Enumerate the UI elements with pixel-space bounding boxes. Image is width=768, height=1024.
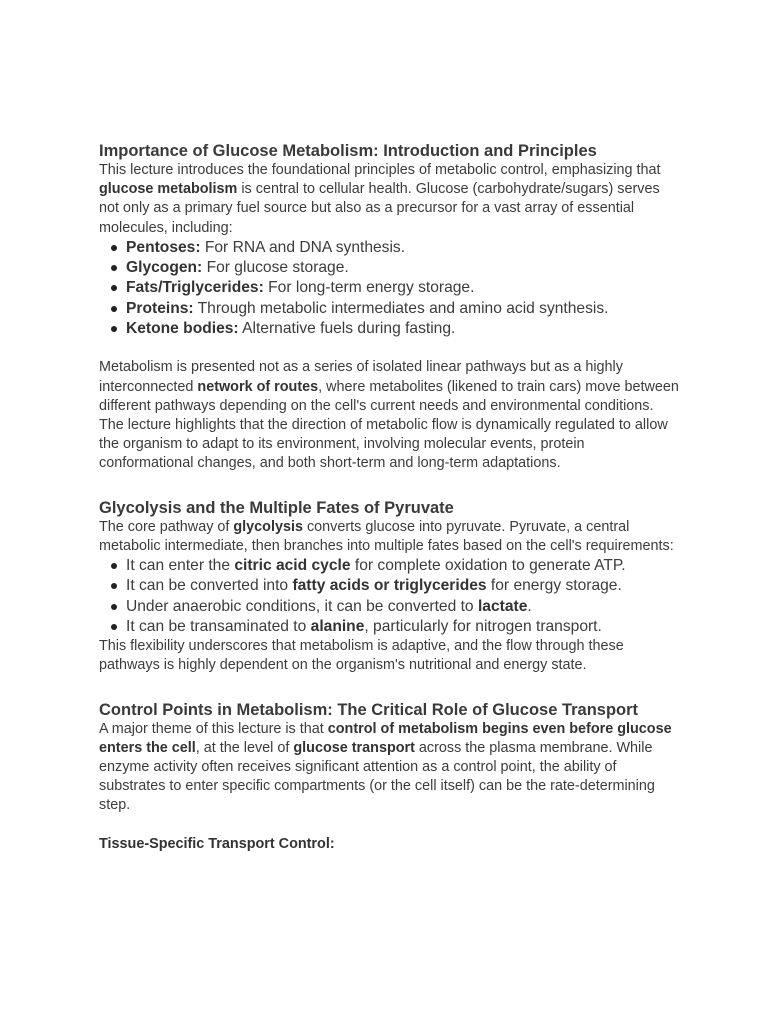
network-paragraph (99, 358, 679, 473)
spacer (99, 474, 679, 498)
glycolysis-paragraph (99, 518, 679, 556)
item-text: for energy storage. (486, 577, 622, 595)
item-text: For glucose storage. (202, 259, 349, 277)
list-item (126, 299, 679, 319)
spacer (99, 816, 679, 835)
list-item (126, 576, 679, 596)
pyruvate-fates-list (99, 556, 679, 637)
bold-term: Tissue-Specific Transport Control: (99, 835, 335, 852)
item-term: Proteins: (126, 299, 194, 317)
precursor-list (99, 238, 679, 339)
text-run: Metabolism is presented not as a series of isolated linear pathways but as a highly interconnected (99, 359, 623, 395)
bold-term: control of metabolism begins even before glucose enters the cell (99, 720, 672, 756)
item-text: It can enter the (126, 556, 235, 574)
section-heading-glucose-metabolism: Importance of Glucose Metabolism: Introduction and Principles (99, 142, 597, 160)
section-heading-glycolysis: Glycolysis and the Multiple Fates of Pyruvate (99, 498, 454, 517)
text-run: , where metabolites (likened to train cars) move between different pathways depending on the cell's current needs and environmental conditions. The lecture highlights that the direction of metabolic flow is dynamically regulated to allow the organism to adapt to its environment, involving molecular events, protein conformational changes, and both short-term and long-term adaptations. (99, 378, 679, 472)
control-paragraph (99, 720, 679, 816)
item-text: , particularly for nitrogen transport. (364, 617, 602, 635)
bold-term: glucose metabolism (99, 181, 238, 198)
item-term: Glycogen: (126, 259, 203, 277)
intro-paragraph (99, 161, 679, 238)
item-text: It can be converted into (126, 577, 293, 595)
flexibility-paragraph: This flexibility underscores that metabolism is adaptive, and the flow through these pathways is highly dependent on the organism's nutritional and energy state. (99, 638, 624, 674)
text-run: is central to cellular health. Glucose (carbohydrate/sugars) serves not only as a primary fuel source but also as a precursor for a vast array of essential molecules, including: (99, 181, 660, 236)
item-text: . (527, 597, 532, 615)
item-text: Alternative fuels during fasting. (238, 320, 456, 337)
item-term: Fats/Triglycerides: (126, 279, 264, 297)
list-item (126, 597, 679, 617)
list-item (126, 617, 679, 637)
item-term: Pentoses: (126, 238, 201, 256)
list-item (126, 258, 679, 278)
spacer (99, 676, 679, 700)
list-item (126, 319, 679, 339)
bold-term: network of routes (197, 378, 319, 395)
document-page (99, 141, 679, 854)
spacer (99, 339, 679, 358)
text-run: converts glucose into pyruvate. Pyruvate, a central metabolic intermediate, then branches into multiple fates based on the cell's requirements: (99, 518, 674, 554)
text-run: The core pathway of (99, 518, 234, 535)
list-item (126, 278, 679, 298)
section-heading-control-points: Control Points in Metabolism: The Critical Role of Glucose Transport (99, 700, 639, 719)
subheading-tissue-transport (99, 835, 679, 854)
item-term: alanine (310, 617, 365, 635)
text-run: across the plasma membrane. While enzyme activity often receives significant attention as a control point, the ability of substrates to enter specific compartments (or the cell itself) can be the rate-determining step. (99, 739, 655, 814)
item-term: lactate (477, 597, 528, 615)
list-item (126, 238, 679, 258)
text-run: A major theme of this lecture is that (99, 720, 328, 737)
text-run: This lecture introduces the foundational principles of metabolic control, emphasizing that (99, 162, 661, 178)
bold-term: glucose transport (293, 739, 415, 756)
bold-term: glycolysis (233, 518, 303, 535)
item-text: For RNA and DNA synthesis. (200, 238, 406, 256)
list-item (126, 556, 679, 576)
item-text: It can be transaminated to (126, 617, 311, 635)
item-term: fatty acids or triglycerides (292, 577, 487, 595)
item-term: citric acid cycle (234, 556, 351, 574)
item-text: for complete oxidation to generate ATP. (350, 556, 626, 574)
item-text: Through metabolic intermediates and amino acid synthesis. (193, 299, 609, 317)
item-text: Under anaerobic conditions, it can be converted to (126, 597, 478, 615)
text-run: , at the level of (195, 739, 294, 756)
item-text: For long-term energy storage. (263, 279, 475, 297)
item-term: Ketone bodies: (126, 320, 239, 337)
